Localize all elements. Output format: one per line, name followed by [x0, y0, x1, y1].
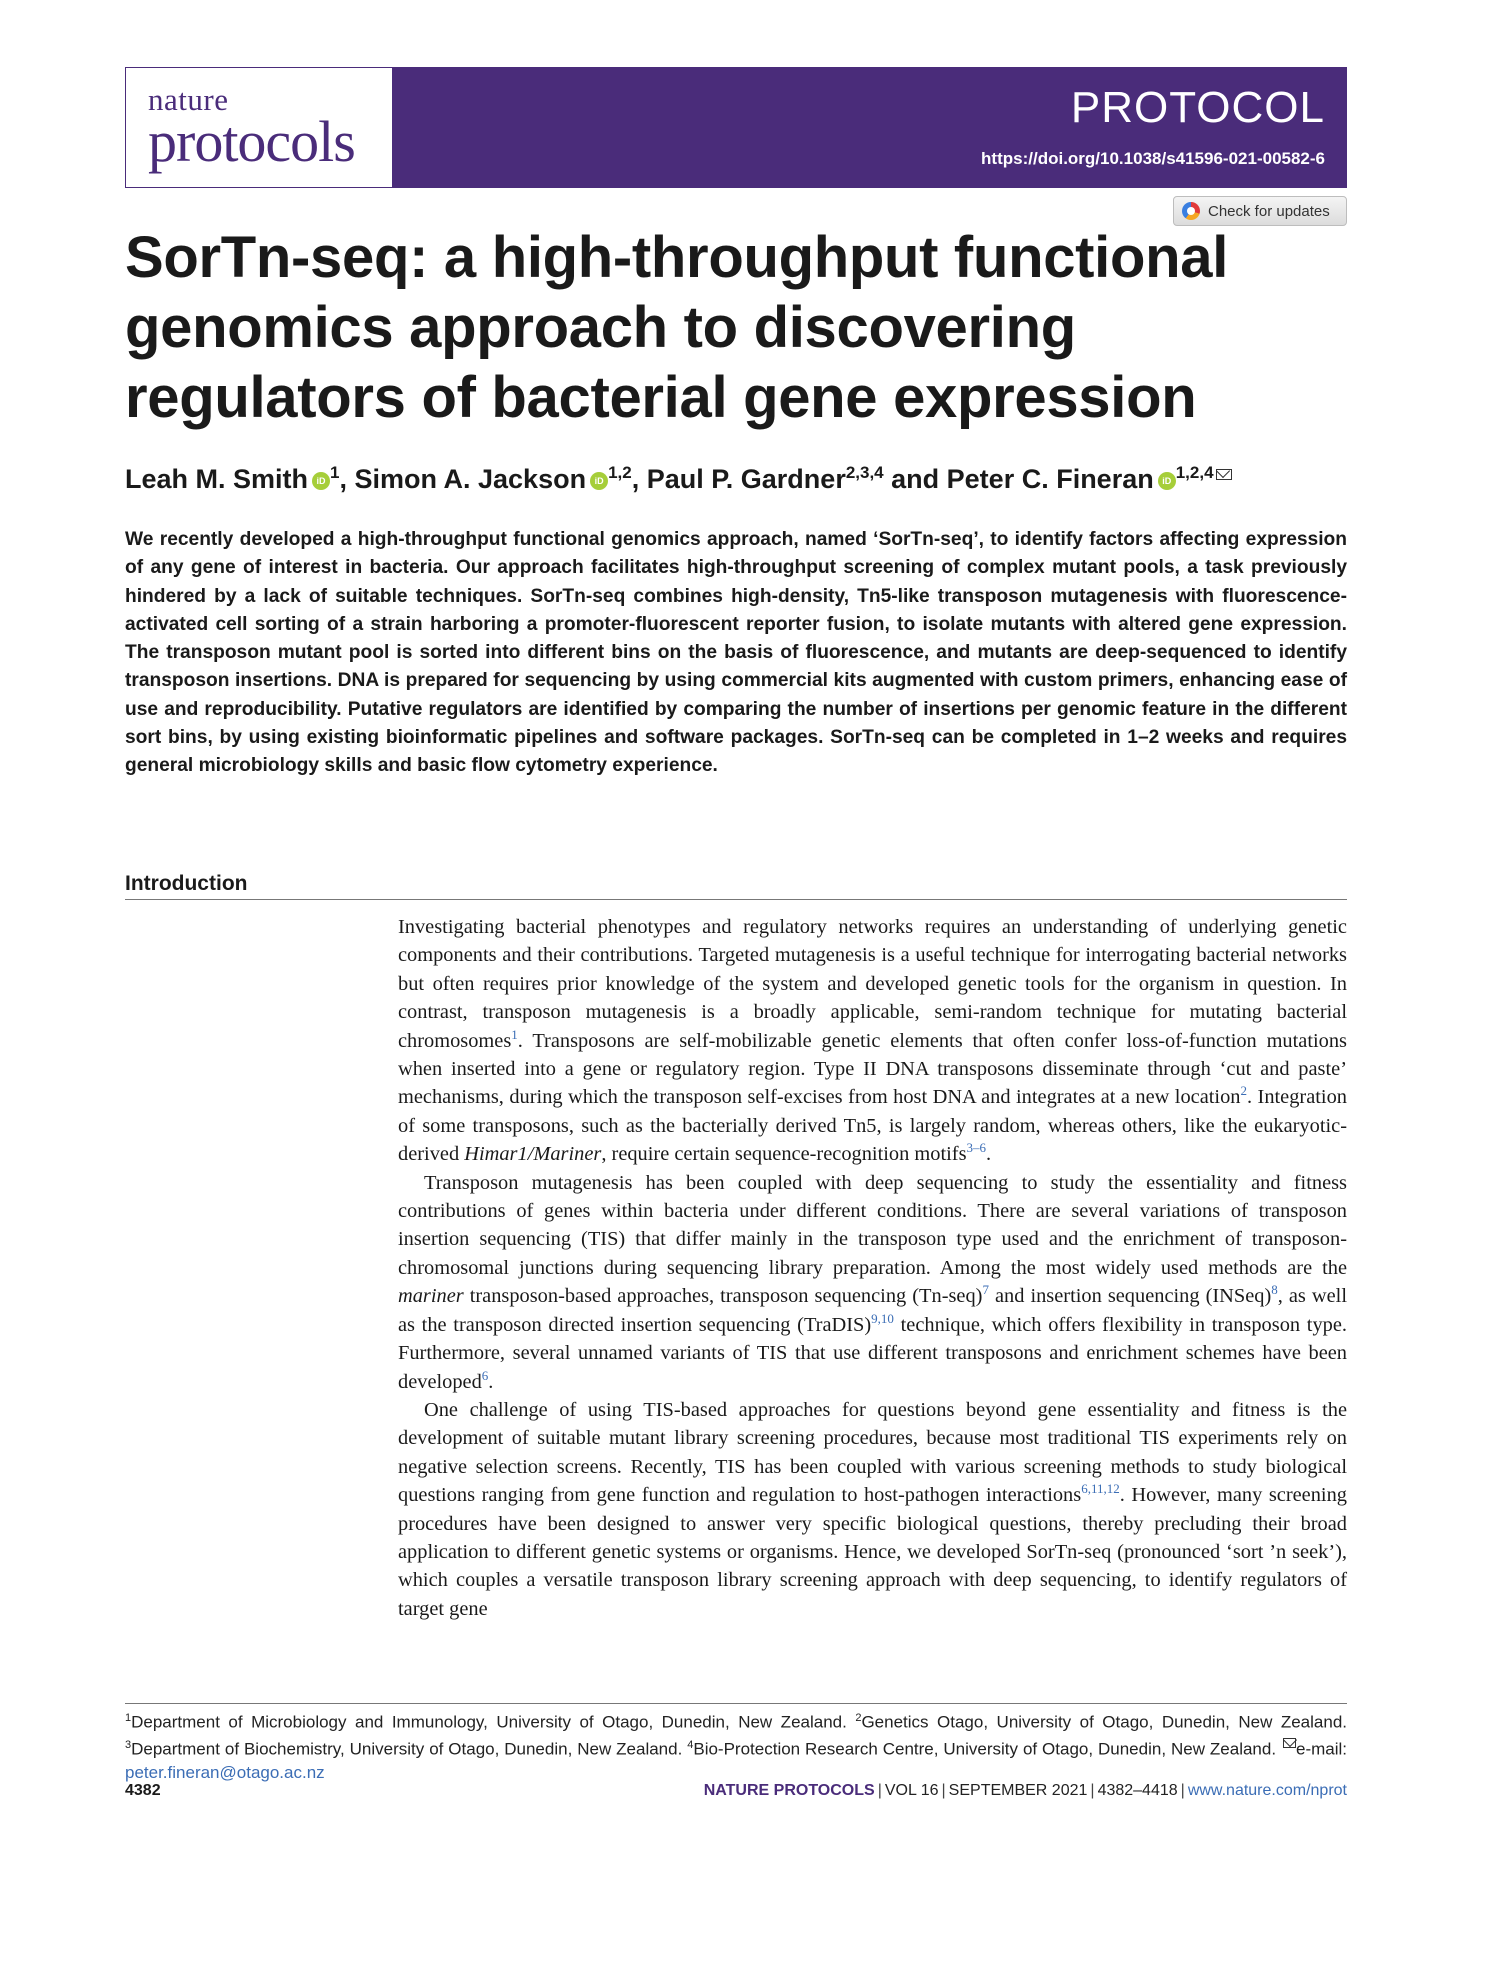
- text-run: . Integration of some transposons, such as the bacterially derived Tn5, is largely random, whereas others, like the eukaryotic-derived: [398, 1086, 1347, 1166]
- section-divider: [125, 899, 1347, 900]
- journal-footer: [704, 1782, 1347, 1800]
- reference-link[interactable]: 6: [481, 1367, 489, 1383]
- reference-link[interactable]: 9,10: [871, 1310, 894, 1326]
- text-run: .: [488, 1370, 494, 1393]
- journal-header: [125, 67, 1347, 188]
- reference-link[interactable]: 7: [982, 1282, 989, 1298]
- author-separator: and: [883, 464, 947, 494]
- author-name[interactable]: Peter C. Fineran: [946, 464, 1154, 494]
- paragraph: [398, 1169, 1347, 1396]
- logo-protocols-text: protocols: [148, 109, 355, 174]
- affiliations-footnote: [125, 1707, 1347, 1785]
- email-label: e-mail:: [1295, 1739, 1347, 1759]
- text-run: . Transposons are self-mobilizable genetic elements that often confer loss-of-function mutations when inserted into a gene or regulatory region. Type II DNA transposons disseminate through ‘cut and paste’ mechanisms, during which the transposon self-excises from host DNA and integrates at a new location: [398, 1029, 1347, 1109]
- logo-nature-text: nature: [148, 82, 229, 117]
- affiliation-number: 2: [855, 1712, 862, 1724]
- affiliation-text: Department of Microbiology and Immunology, University of Otago, Dunedin, New Zealand.: [131, 1712, 856, 1732]
- footer-date: SEPTEMBER 2021: [948, 1782, 1088, 1799]
- author-name[interactable]: Leah M. Smith: [125, 464, 309, 494]
- author-affiliation: 2,3,4: [845, 463, 884, 482]
- footnote-divider: [125, 1703, 1347, 1704]
- reference-link[interactable]: 1: [511, 1026, 518, 1042]
- footer-journal-name: NATURE PROTOCOLS: [703, 1782, 875, 1799]
- affiliation-text: Department of Biochemistry, University of Otago, Dunedin, New Zealand.: [131, 1739, 688, 1759]
- section-heading-introduction: Introduction: [125, 872, 248, 895]
- text-run: .: [986, 1143, 992, 1166]
- footer-separator: |: [877, 1782, 882, 1799]
- introduction-body: [398, 913, 1347, 1623]
- author-name[interactable]: Paul P. Gardner: [646, 464, 846, 494]
- orcid-icon[interactable]: iD: [1158, 472, 1176, 490]
- author-name[interactable]: Simon A. Jackson: [354, 464, 587, 494]
- reference-link[interactable]: 3–6: [966, 1140, 987, 1156]
- author-affiliation: 1,2,4: [1175, 463, 1214, 482]
- italic-term: Himar1/Mariner: [464, 1143, 602, 1166]
- author-affiliation: 1: [330, 463, 340, 482]
- page-number: 4382: [125, 1782, 161, 1799]
- paragraph: [398, 913, 1347, 1169]
- author-separator: ,: [631, 464, 647, 494]
- text-run: technique, which offers flexibility in transposon type. Furthermore, several unnamed variants of TIS that use different transposons and enrichment schemes have been developed: [398, 1313, 1347, 1393]
- author-affiliation: 1,2: [608, 463, 632, 482]
- author-list: [125, 463, 1355, 495]
- affiliation-number: 4: [687, 1739, 694, 1752]
- abstract: We recently developed a high-throughput functional genomics approach, named ‘SorTn-seq’, to identify factors affecting expression of any gene of interest in bacteria. Our approach facilitates high-throughput screening of complex mutant pools, a task previously hindered by a lack of suitable techniques. SorTn-seq combines high-density, Tn5-like transposon mutagenesis with fluorescence-activated cell sorting of a strain harboring a promoter-fluorescent reporter fusion, to isolate mutants with altered gene expression. The transposon mutant pool is sorted into different bins on the basis of fluorescence, and mutants are deep-sequenced to identify transposon insertions. DNA is prepared for sequencing by using commercial kits augmented with custom primers, enhancing ease of use and reproducibility. Putative regulators are identified by comparing the number of insertions per genomic feature in the different sort bins, by using existing bioinformatic pipelines and software packages. SorTn-seq can be completed in 1–2 weeks and requires general microbiology skills and basic flow cytometry experience.: [125, 529, 1347, 777]
- email-link[interactable]: peter.fineran@otago.ac.nz: [125, 1763, 325, 1783]
- text-run: . However, many screening procedures have been designed to answer very specific biological questions, thereby precluding their broad application to different genetic systems or organisms. Hence, we developed SorTn-seq (pronounced ‘sort ’n seek’), which couples a versatile transposon library screening approach with deep sequencing, to identify regulators of target gene: [398, 1484, 1347, 1620]
- footer-pages: 4382–4418: [1097, 1782, 1178, 1799]
- text-run: Transposon mutagenesis has been coupled with deep sequencing to study the essentiality and fitness contributions of genes within bacteria under different conditions. There are several variations of transposon insertion sequencing (TIS) that differ mainly in the transposon type used and the enrichment of transposon-chromosomal junctions during sequencing library preparation. Among the most widely used methods are the: [398, 1171, 1347, 1279]
- footer-separator: |: [1180, 1782, 1185, 1799]
- author-separator: ,: [339, 464, 355, 494]
- affiliation-number: 1: [125, 1712, 132, 1724]
- text-run: , as well as the transposon directed insertion sequencing (TraDIS): [398, 1285, 1347, 1336]
- footer-url-link[interactable]: www.nature.com/nprot: [1187, 1782, 1347, 1799]
- journal-logo[interactable]: [125, 67, 393, 188]
- italic-term: mariner: [398, 1285, 464, 1308]
- email-envelope-icon[interactable]: [1216, 469, 1232, 480]
- reference-link[interactable]: 2: [1240, 1083, 1247, 1099]
- text-run: Investigating bacterial phenotypes and regulatory networks requires an understanding of underlying genetic components and their contributions. Targeted mutagenesis is a useful technique for interrogating bacterial networks but often requires prior knowledge of the system and developed genetic tools for the organism in question. In contrast, transposon mutagenesis is a broadly applicable, semi-random technique for mutating bacterial chromosomes: [398, 916, 1347, 1052]
- article-type-banner: [393, 67, 1347, 188]
- text-run: One challenge of using TIS-based approaches for questions beyond gene essentiality and fitness is the development of suitable mutant library screening procedures, because most traditional TIS experiments rely on negative selection screens. Recently, TIS has been coupled with various screening methods to study biological questions ranging from gene function and regulation to host-pathogen interactions: [398, 1398, 1347, 1507]
- article-type-label: PROTOCOL: [1070, 83, 1325, 132]
- text-run: , require certain sequence-recognition motifs: [601, 1143, 967, 1166]
- text-run: and insertion sequencing (INSeq): [988, 1285, 1272, 1308]
- article-title: SorTn-seq: a high-throughput functional genomics approach to discovering regulators of bacterial gene expression: [125, 225, 1229, 430]
- orcid-icon[interactable]: iD: [590, 472, 608, 490]
- footer-volume: VOL 16: [884, 1782, 939, 1799]
- affiliation-text: Bio-Protection Research Centre, University of Otago, Dunedin, New Zealand.: [693, 1739, 1281, 1759]
- affiliation-number: 3: [125, 1739, 132, 1752]
- affiliation-text: Genetics Otago, University of Otago, Dunedin, New Zealand.: [861, 1712, 1347, 1732]
- doi-link[interactable]: https://doi.org/10.1038/s41596-021-00582-6: [981, 149, 1325, 168]
- reference-link[interactable]: 8: [1271, 1282, 1278, 1298]
- check-for-updates-button[interactable]: [1173, 196, 1347, 226]
- footer-separator: |: [1090, 1782, 1095, 1799]
- orcid-icon[interactable]: iD: [312, 472, 330, 490]
- check-for-updates-label: Check for updates: [1208, 202, 1330, 220]
- paragraph: [398, 1396, 1347, 1623]
- footer-separator: |: [941, 1782, 946, 1799]
- reference-link[interactable]: 6,11,12: [1081, 1481, 1120, 1497]
- crossmark-icon: [1182, 202, 1200, 220]
- text-run: transposon-based approaches, transposon sequencing (Tn-seq): [463, 1285, 983, 1308]
- email-envelope-icon: [1283, 1738, 1296, 1748]
